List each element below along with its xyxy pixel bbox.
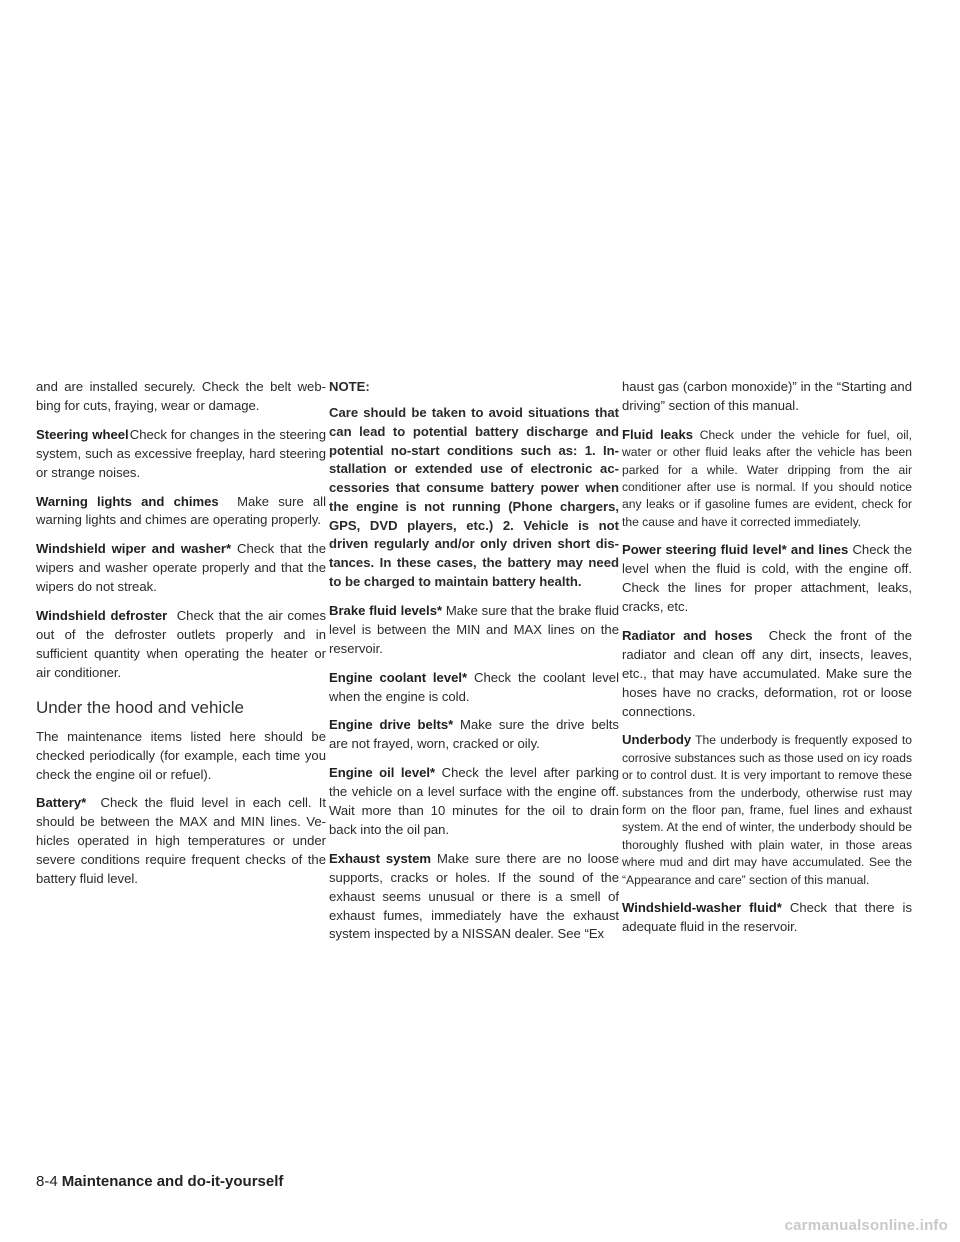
item-drive-belts [329, 716, 619, 754]
page-footer [36, 1173, 283, 1190]
item-text: Check for changes in the steering system, such as excessive freeplay, hard steering or strange noises. [36, 426, 326, 480]
column-3 [622, 378, 912, 947]
item-lead: Underbody [622, 732, 692, 748]
item-text: Check that the wipers and washer operate properly and that the wipers do not streak. [36, 541, 326, 595]
watermark: carmanualsonline.info [784, 1217, 948, 1234]
item-text: Make sure the drive belts are not frayed, worn, cracked or oily. [329, 717, 619, 752]
item-lead: Warning lights and chimes [36, 493, 219, 509]
section-intro: The maintenance items listed here should be checked periodically (for example, each time you check the engine oil or refuel). [36, 728, 326, 782]
column-1 [36, 378, 326, 899]
item-wiper-washer [36, 540, 326, 597]
item-washer-fluid [622, 899, 912, 937]
section-heading: Under the hood and vehicle [36, 697, 244, 717]
item-text: Check the level after parking the vehicle on a level surface with the engine off. Wait more than 10 minutes for the oil to drain back into the oil pan. [329, 765, 620, 837]
item-engine-oil [329, 764, 619, 840]
item-text: Check the level when the fluid is cold, with the engine off. Check the lines for proper attachment, leaks, cracks, etc. [622, 542, 912, 614]
page-number: 8-4 [36, 1173, 58, 1190]
intro-paragraph: and are installed securely. Check the belt webbing for cuts, fraying, wear or damage. [36, 379, 326, 413]
item-text: Check that the air comes out of the defroster outlets properly and in sufficient quantity when operating the heater or air conditioner. [36, 608, 326, 680]
item-radiator [622, 627, 912, 722]
item-text: The underbody is frequently exposed to corrosive substances such as those used on icy roads or to control dust. It is very important to remove these substances from the underbody, otherwise rust may form on the floor pan, frame, fuel lines and exhaust system. At the end of winter, the underbody should be thoroughly flushed with plain water, in those areas where mud and dirt may have accumulated. See the “Appearance and care” section of this manual. [622, 733, 912, 887]
item-underbody [622, 731, 912, 889]
item-text: Check the front of the radiator and clean off any dirt, insects, leaves, etc., that may have accumulated. Make sure the hoses have no cracks, deformation, rot or loose connections. [622, 627, 912, 719]
item-power-steering [622, 541, 912, 617]
item-text: Check the coolant level when the engine is cold. [329, 669, 619, 704]
item-exhaust [329, 850, 619, 945]
item-lead: Engine oil level* [329, 765, 436, 781]
item-text: Check under the vehicle for fuel, oil, water or other fluid leaks after the vehicle has been parked for a while. Water dripping from the air conditioner after use is normal. If you should notice any leaks or if gasoline fumes are evident, check for the cause and have it corrected immediately. [622, 427, 912, 529]
continued-text: haust gas (carbon monoxide)” in the “Starting and driving” section of this manual. [622, 379, 912, 413]
item-warning-lights [36, 493, 326, 531]
item-lead: Engine coolant level* [329, 669, 468, 685]
item-text: Check the fluid level in each cell. It should be between the MAX and MIN lines. Vehicles operated in high temperatures or under severe conditions require frequent checks of the battery fluid level. [36, 795, 326, 887]
item-text: Make sure all warning lights and chimes are operating properly. [36, 493, 326, 528]
item-lead: Brake fluid levels* [329, 602, 443, 618]
item-brake-fluid [329, 602, 619, 659]
section-title: Maintenance and do-it-yourself [61, 1173, 284, 1190]
item-lead: Windshield wiper and washer* [36, 541, 232, 557]
item-lead: Steering wheel [36, 426, 129, 442]
item-defroster [36, 607, 326, 683]
item-lead: Engine drive belts* [329, 717, 454, 733]
item-text: Check that there is adequate fluid in the reservoir. [622, 900, 912, 934]
item-text: Make sure there are no loose supports, cracks or holes. If the sound of the exhaust seems unusual or there is a smell of exhaust fumes, immediately have the exhaust system inspected by a NISSAN dealer. See “Ex [329, 850, 619, 942]
note-text: Care should be taken to avoid situations that can lead to potential battery discharge and potential no-start conditions such as: 1. Installation or extended use of electronic accessories that consume battery power when the engine is not running (Phone chargers, GPS, DVD players, etc.) 2. Vehicle is not driven regularly and/or only driven short distances. In these cases, the battery may need to be charged to maintain battery health. [329, 404, 619, 590]
item-lead: Fluid leaks [622, 426, 694, 442]
item-fluid-leaks [622, 426, 912, 531]
item-battery [36, 794, 326, 889]
item-text: Make sure that the brake fluid level is between the MIN and MAX lines on the reservoir. [329, 602, 620, 656]
item-engine-coolant [329, 669, 619, 707]
item-lead: Power steering fluid level* and lines [622, 542, 849, 558]
item-lead: Exhaust system [329, 850, 432, 866]
item-lead: Windshield-washer fluid* [622, 900, 782, 916]
column-2 [329, 378, 619, 954]
item-lead: Windshield defroster [36, 608, 168, 624]
note-label: NOTE: [329, 379, 370, 394]
item-lead: Battery* [36, 795, 87, 811]
item-lead: Radiator and hoses [622, 627, 753, 643]
item-steering-wheel [36, 426, 326, 483]
